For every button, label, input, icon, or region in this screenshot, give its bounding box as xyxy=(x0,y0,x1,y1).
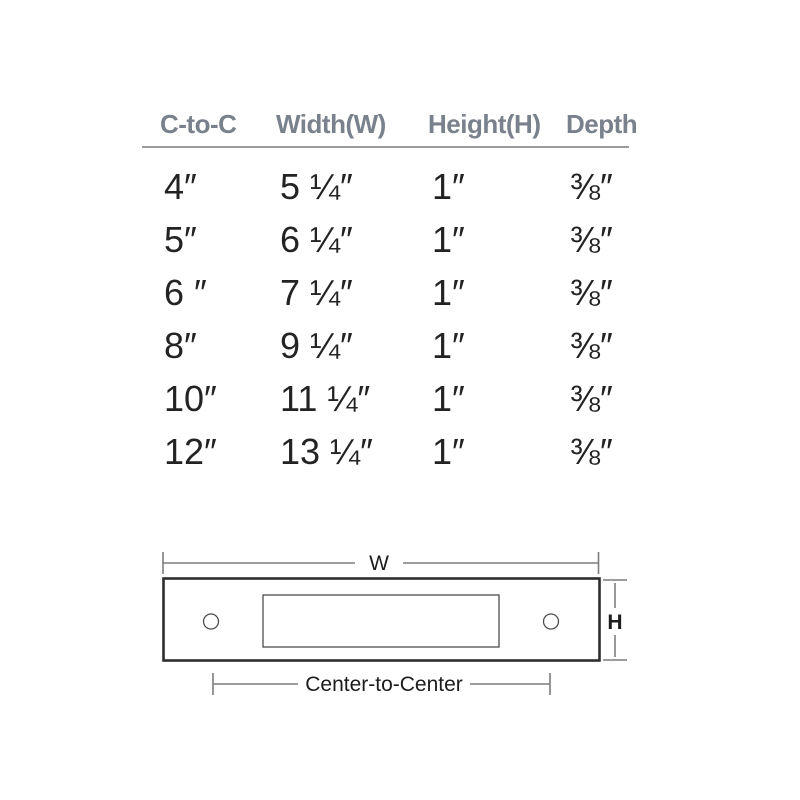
width-value: 7 ¼″ xyxy=(280,272,353,313)
handle-recess xyxy=(263,595,499,647)
column-header-height: Height(H) xyxy=(428,109,541,139)
height-value: 1″ xyxy=(432,219,465,260)
depth-value: ⅜″ xyxy=(570,219,613,260)
height-value: 1″ xyxy=(432,166,465,207)
width-value: 9 ¼″ xyxy=(280,325,353,366)
height-value: 1″ xyxy=(432,431,465,472)
width-value: 11 ¼″ xyxy=(280,378,371,419)
c-to-c-value: 4″ xyxy=(164,166,197,207)
width-value: 13 ¼″ xyxy=(280,431,373,472)
height-value: 1″ xyxy=(432,272,465,313)
depth-value: ⅜″ xyxy=(570,272,613,313)
c-to-c-value: 6 ″ xyxy=(164,272,207,313)
height-label: H xyxy=(607,611,623,634)
depth-value: ⅜″ xyxy=(570,378,613,419)
center-to-center-label: Center-to-Center xyxy=(305,673,463,696)
width-value: 5 ¼″ xyxy=(280,166,353,207)
column-header-width: Width(W) xyxy=(276,109,386,139)
depth-value: ⅜″ xyxy=(570,325,613,366)
width-label: W xyxy=(369,552,389,575)
column-header-depth: Depth xyxy=(566,109,638,139)
c-to-c-value: 12″ xyxy=(164,431,217,472)
height-value: 1″ xyxy=(432,378,465,419)
depth-value: ⅜″ xyxy=(570,431,613,472)
height-value: 1″ xyxy=(432,325,465,366)
c-to-c-value: 10″ xyxy=(164,378,217,419)
c-to-c-value: 5″ xyxy=(164,219,197,260)
c-to-c-value: 8″ xyxy=(164,325,197,366)
depth-value: ⅜″ xyxy=(570,166,613,207)
column-header-c-to-c: C-to-C xyxy=(160,109,237,139)
screw-hole-left xyxy=(204,614,219,629)
screw-hole-right xyxy=(544,614,559,629)
width-value: 6 ¼″ xyxy=(280,219,353,260)
